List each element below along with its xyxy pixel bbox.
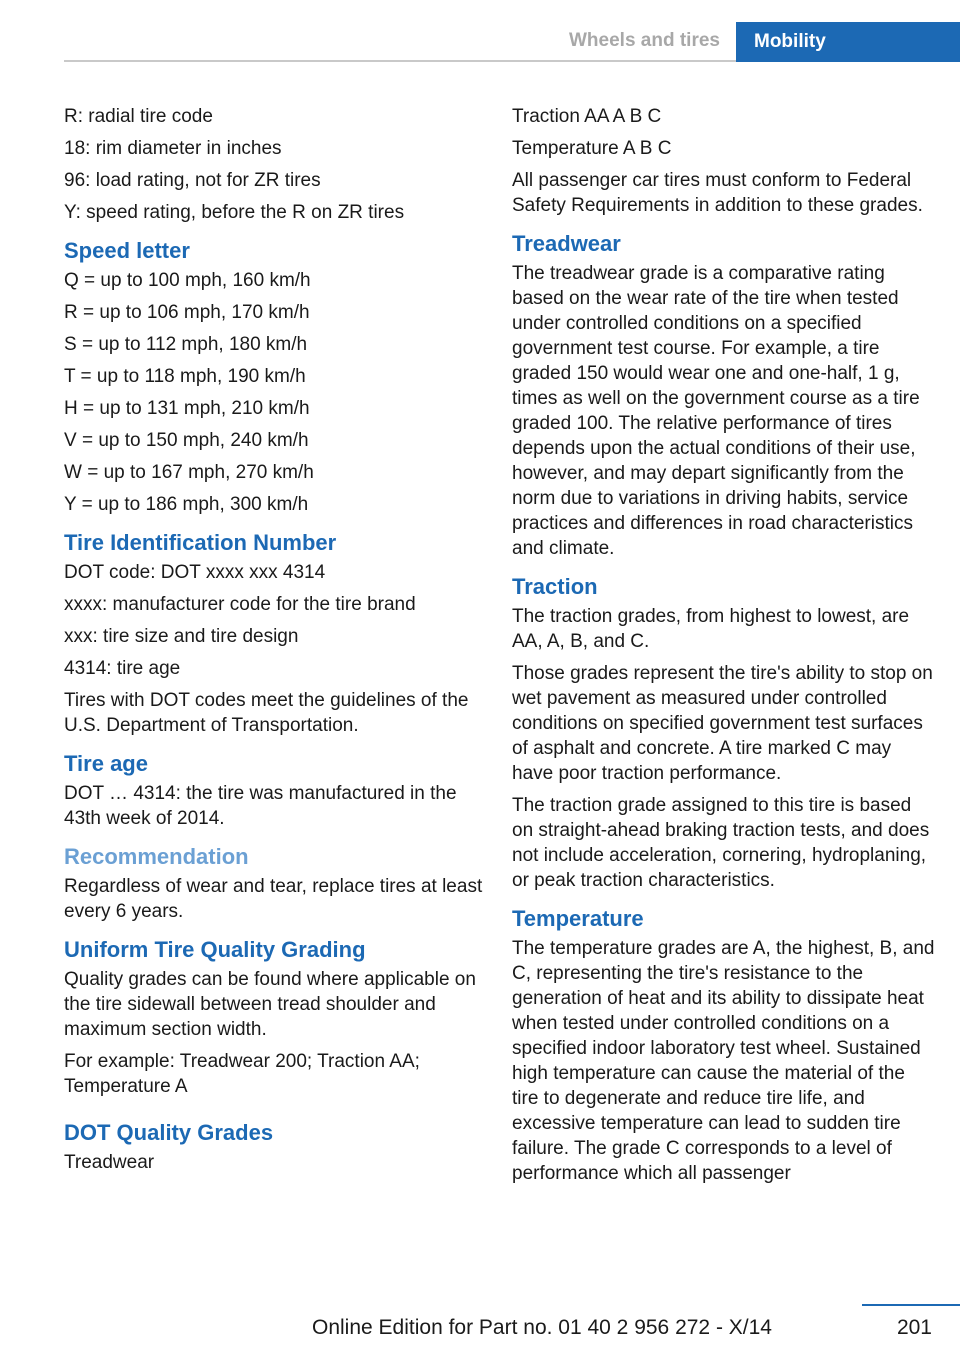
edition-note: Online Edition for Part no. 01 40 2 956 272 - X/14 (312, 1316, 772, 1339)
speed-letter-line: R = up to 106 mph, 170 km/h (64, 302, 310, 323)
grades-line: Temperature A B C (512, 138, 672, 159)
recommendation-text: Regardless of wear and tear, replace tires at least every 6 years. (64, 876, 483, 922)
treadwear-text: The treadwear grade is a comparative rating based on the wear rate of the tire when tested under controlled conditions on a specified government test course. For example, a tire graded 150 would wear one and one-half, 1 g, times as well on the government course as a tire graded 100. The relative performance of tires depends upon the actual conditions of their use, however, and may depart significantly from the norm due to variations in driving habits, service practices and differences in road characteristics and climate. (512, 263, 920, 559)
treadwear-heading: Treadwear (512, 231, 621, 256)
speed-letter-line: H = up to 131 mph, 210 km/h (64, 398, 310, 419)
tin-line: DOT code: DOT xxxx xxx 4314 (64, 562, 326, 583)
right-column (512, 104, 936, 1193)
grades-line: Traction AA A B C (512, 106, 662, 127)
page-number: 201 (896, 1316, 932, 1339)
utqg-text: Quality grades can be found where applicable on the tire sidewall between tread shoulder and maximum section width. (64, 969, 476, 1040)
tire-code-line: 96: load rating, not for ZR tires (64, 170, 321, 191)
traction-text: The traction grade assigned to this tire is based on straight-ahead braking traction tests, and does not include acceleration, cornering, hydroplaning, or peak traction characteristics. (512, 795, 930, 891)
speed-letter-line: S = up to 112 mph, 180 km/h (64, 334, 308, 355)
tire-code-line: R: radial tire code (64, 106, 213, 127)
speed-letter-line: W = up to 167 mph, 270 km/h (64, 462, 314, 483)
header-section-title: Wheels and tires (569, 30, 720, 51)
speed-letter-line: Y = up to 186 mph, 300 km/h (64, 494, 309, 515)
speed-letter-line: T = up to 118 mph, 190 km/h (64, 366, 306, 387)
temperature-text: The temperature grades are A, the highest, B, and C, representing the tire's resistance to the generation of heat and its ability to dissipate heat when tested under controlled conditions on a specified indoor laboratory test wheel. Sustained high temperature can cause the material of the tire to degenerate and reduce tire life, and excessive temperature can lead to sudden tire failure. The grade C corresponds to a level of performance which all passenger (512, 938, 935, 1184)
utqg-example: For example: Treadwear 200; Traction AA; Temperature A (64, 1051, 420, 1097)
tire-age-text: DOT … 4314: the tire was manufactured in the 43th week of 2014. (64, 783, 457, 829)
tire-age-heading: Tire age (64, 751, 148, 776)
traction-text: Those grades represent the tire's ability to stop on wet pavement as measured under controlled conditions on specified government test surfaces of asphalt and concrete. A tire marked C may have poor traction performance. (512, 663, 933, 784)
speed-letter-line: Q = up to 100 mph, 160 km/h (64, 270, 311, 291)
traction-text: The traction grades, from highest to lowest, are AA, A, B, and C. (512, 606, 910, 652)
tin-line: 4314: tire age (64, 658, 181, 679)
speed-letter-line: V = up to 150 mph, 240 km/h (64, 430, 309, 451)
traction-heading: Traction (512, 574, 598, 599)
header-chapter-label: Mobility (754, 31, 826, 52)
speed-letter-heading: Speed letter (64, 238, 190, 263)
tire-code-line: Y: speed rating, before the R on ZR tires (64, 202, 405, 223)
tire-code-line: 18: rim diameter in inches (64, 138, 282, 159)
header-chapter-tab (736, 22, 960, 62)
utqg-heading: Uniform Tire Quality Grading (64, 937, 366, 962)
grades-intro-text: All passenger car tires must conform to Federal Safety Requirements in addition to these grades. (512, 170, 923, 216)
footer-rule (862, 1304, 960, 1306)
dot-grades-text: Treadwear (64, 1152, 155, 1173)
recommendation-heading: Recommendation (64, 844, 249, 869)
tin-line: xxxx: manufacturer code for the tire brand (64, 594, 416, 615)
tin-heading: Tire Identification Number (64, 530, 337, 555)
tin-note: Tires with DOT codes meet the guidelines of the U.S. Department of Transportation. (64, 690, 469, 736)
left-column (64, 104, 484, 1182)
tin-line: xxx: tire size and tire design (64, 626, 299, 647)
temperature-heading: Temperature (512, 906, 644, 931)
dot-grades-heading: DOT Quality Grades (64, 1120, 274, 1145)
